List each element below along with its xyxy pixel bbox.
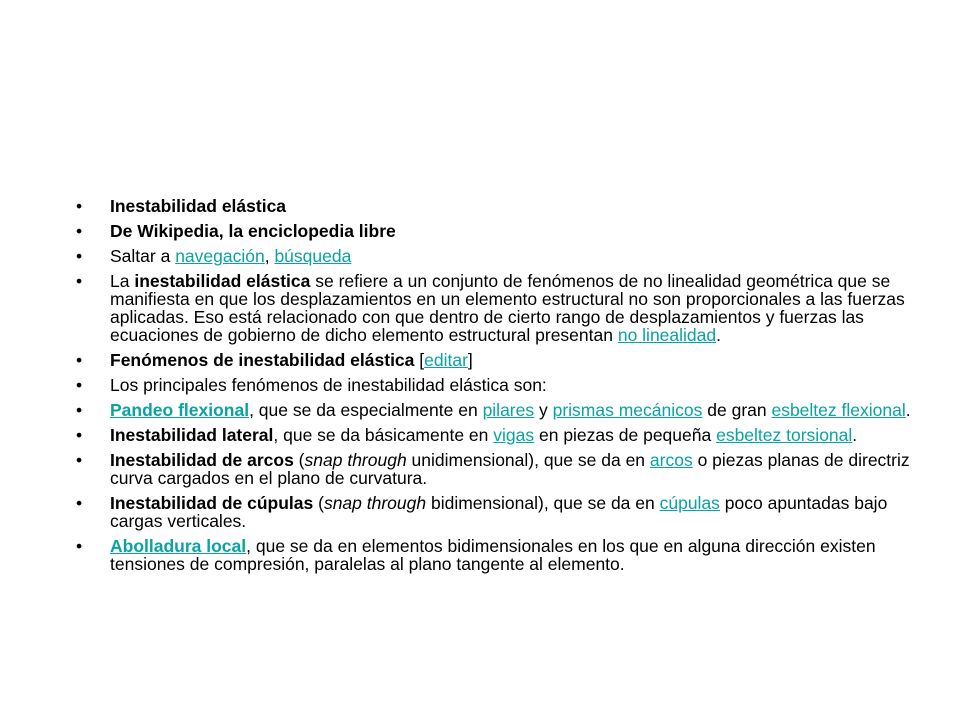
bullet-icon: • [76, 425, 83, 445]
arcos-text-3: o piezas planas de directriz curva cargados en el plano de curvatura. [110, 450, 910, 488]
intro-text-3: . [716, 325, 721, 345]
arcos-bold: Inestabilidad de arcos [110, 450, 294, 470]
pandeo-text-2: y [534, 400, 553, 420]
lateral-text-3: . [852, 425, 858, 445]
article-title: Inestabilidad elástica [110, 196, 287, 216]
bullet-icon: • [76, 196, 83, 216]
bullet-icon: • [76, 271, 83, 291]
pandeo-text-3: de gran [702, 400, 772, 420]
prismas-mecanicos-link[interactable]: prismas mecánicos [552, 400, 703, 420]
list-item-pandeo [76, 401, 916, 419]
arcos-italic: snap through [304, 450, 407, 470]
edit-link[interactable]: editar [424, 350, 468, 370]
cupulas-text-1: ( [313, 493, 324, 513]
list-item-title [76, 197, 916, 215]
list-item-arcos [76, 451, 916, 487]
arcos-text-2: unidimensional), que se da en [406, 450, 650, 470]
lateral-bold: Inestabilidad lateral [110, 425, 274, 445]
bullet-list [76, 197, 916, 580]
jump-prefix: Saltar a [110, 246, 176, 266]
section-heading: Fenómenos de inestabilidad elástica [110, 350, 415, 370]
bullet-icon: • [76, 493, 83, 513]
cupulas-link[interactable]: cúpulas [659, 493, 720, 513]
bullet-icon: • [76, 400, 83, 420]
jump-separator: , [264, 246, 275, 266]
article-subtitle: De Wikipedia, la enciclopedia libre [110, 221, 396, 241]
arcos-link[interactable]: arcos [649, 450, 693, 470]
search-link[interactable]: búsqueda [274, 246, 352, 266]
lead-text: Los principales fenómenos de inestabilidad elástica son: [110, 375, 547, 395]
cupulas-italic: snap through [323, 493, 427, 513]
list-item-intro [76, 272, 916, 344]
pandeo-flexional-link[interactable]: Pandeo flexional [110, 400, 250, 420]
list-item-jump [76, 247, 916, 265]
pandeo-text-1: , que se da especialmente en [249, 400, 483, 420]
arcos-text-1: ( [293, 450, 305, 470]
abolladura-local-link[interactable]: Abolladura local [110, 536, 247, 556]
list-item-cupulas [76, 494, 916, 530]
list-item-abolladura [76, 537, 916, 573]
cupulas-text-2: bidimensional), que se da en [426, 493, 660, 513]
list-item-subtitle [76, 222, 916, 240]
esbeltez-torsional-link[interactable]: esbeltez torsional [716, 425, 853, 445]
esbeltez-flexional-link[interactable]: esbeltez flexional [771, 400, 906, 420]
section-bracket-open: [ [414, 350, 425, 370]
cupulas-text-3: poco apuntadas bajo cargas verticales. [110, 493, 888, 531]
list-item-lateral [76, 426, 916, 444]
intro-text-1: La [110, 271, 135, 291]
list-item-section [76, 351, 916, 369]
bullet-icon: • [76, 221, 83, 241]
bullet-icon: • [76, 246, 83, 266]
bullet-icon: • [76, 536, 83, 556]
no-linealidad-link[interactable]: no linealidad [617, 325, 717, 345]
abolladura-text-1: , que se da en elementos bidimensionales en los que en alguna dirección existen tensiones de compresión, paralelas al plano tangente al elemento. [110, 536, 876, 574]
pilares-link[interactable]: pilares [482, 400, 535, 420]
list-item-lead [76, 376, 916, 394]
intro-bold-term: inestabilidad elástica [134, 271, 311, 291]
pandeo-text-4: . [905, 400, 911, 420]
section-bracket-close: ] [467, 350, 473, 370]
intro-text-2: se refiere a un conjunto de fenómenos de no linealidad geométrica que se manifiesta en que los desplazamientos en un elemento estructural no son proporcionales a las fuerzas aplicadas. Eso está relacionado con que dentro de cierto rango de desplazamientos y fuerzas las ecuaciones de gobierno de dicho elemento estructural presentan [110, 271, 905, 345]
lateral-text-2: en piezas de pequeña [534, 425, 717, 445]
bullet-icon: • [76, 350, 83, 370]
bullet-icon: • [76, 450, 83, 470]
lateral-text-1: , que se da básicamente en [273, 425, 494, 445]
vigas-link[interactable]: vigas [493, 425, 535, 445]
bullet-icon: • [76, 375, 83, 395]
cupulas-bold: Inestabilidad de cúpulas [110, 493, 314, 513]
navigation-link[interactable]: navegación [175, 246, 265, 266]
